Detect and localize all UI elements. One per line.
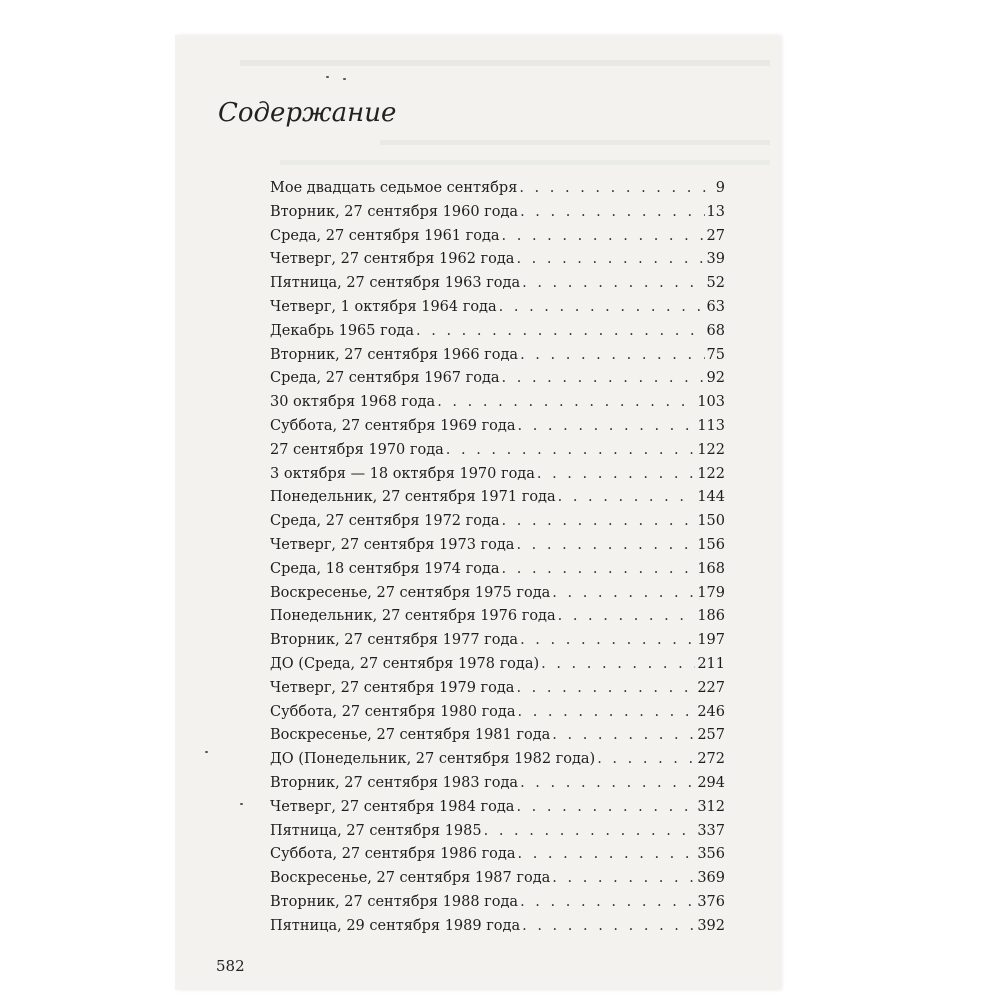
toc-entry-page: 144 — [697, 489, 725, 506]
toc-entry-title: ДО (Понедельник, 27 сентября 1982 года) — [270, 751, 596, 768]
print-speck — [240, 803, 243, 805]
toc-entry-title: Суббота, 27 сентября 1986 года — [270, 846, 516, 863]
dot-leader — [558, 489, 696, 505]
toc-entry-page: 186 — [697, 608, 725, 625]
toc-entry-page: 13 — [706, 203, 725, 220]
dot-leader — [502, 513, 696, 529]
dot-leader — [517, 704, 695, 720]
toc-entry-title: 3 октября — 18 октября 1970 года — [270, 465, 535, 482]
toc-entry — [270, 251, 725, 275]
toc-entry-title: Четверг, 27 сентября 1962 года — [270, 251, 515, 268]
toc-entry-title: Вторник, 27 сентября 1977 года — [270, 632, 519, 649]
toc-entry — [270, 918, 725, 942]
toc-entry — [270, 775, 725, 799]
toc-entry — [270, 394, 725, 418]
toc-entry-title: Вторник, 27 сентября 1988 года — [270, 893, 519, 910]
toc-entry-page: 272 — [697, 751, 725, 768]
dot-leader — [517, 418, 695, 434]
toc-entry — [270, 489, 725, 513]
toc-entry-title: Среда, 27 сентября 1961 года — [270, 227, 500, 244]
toc-entry — [270, 442, 725, 466]
toc-entry — [270, 585, 725, 609]
toc-entry-page: 52 — [706, 275, 725, 292]
toc-entry-title: Пятница, 27 сентября 1963 года — [270, 275, 521, 292]
toc-entry — [270, 466, 725, 490]
dot-leader — [516, 799, 695, 815]
toc-entry-title: Среда, 27 сентября 1972 года — [270, 513, 500, 530]
toc-entry-page: 113 — [697, 417, 725, 434]
toc-entry — [270, 727, 725, 751]
dot-leader — [522, 918, 695, 934]
toc-entry-page: 92 — [706, 370, 725, 387]
dot-leader — [597, 751, 695, 767]
toc-entry-title: 27 сентября 1970 года — [270, 441, 444, 458]
toc-entry — [270, 537, 725, 561]
toc-entry — [270, 608, 725, 632]
toc-entry-page: 75 — [706, 346, 725, 363]
dot-leader — [520, 204, 704, 220]
bleed-through-line — [380, 140, 770, 145]
toc-entry-title: Вторник, 27 сентября 1966 года — [270, 346, 519, 363]
toc-entry-page: 27 — [706, 227, 725, 244]
toc-entry-title: Суббота, 27 сентября 1980 года — [270, 703, 516, 720]
dot-leader — [517, 846, 695, 862]
toc-entry — [270, 513, 725, 537]
dot-leader — [416, 323, 705, 339]
dot-leader — [519, 180, 713, 196]
toc-entry-title: Пятница, 29 сентября 1989 года — [270, 917, 521, 934]
toc-entry — [270, 704, 725, 728]
dot-leader — [446, 442, 696, 458]
toc-entry — [270, 299, 725, 323]
table-of-contents — [270, 180, 725, 942]
toc-entry-page: 39 — [706, 251, 725, 268]
toc-entry — [270, 228, 725, 252]
toc-entry — [270, 751, 725, 775]
toc-entry-page: 246 — [697, 703, 725, 720]
toc-entry — [270, 846, 725, 870]
page-title: Содержание — [218, 98, 397, 128]
toc-entry-title: Пятница, 27 сентября 1985 — [270, 822, 482, 839]
toc-entry-page: 392 — [697, 917, 725, 934]
toc-entry — [270, 275, 725, 299]
toc-entry-page: 68 — [706, 322, 725, 339]
toc-entry-title: Среда, 18 сентября 1974 года — [270, 560, 500, 577]
dot-leader — [537, 466, 695, 482]
toc-entry-page: 63 — [706, 298, 725, 315]
dot-leader — [502, 370, 705, 386]
toc-entry-page: 168 — [697, 560, 725, 577]
toc-entry — [270, 894, 725, 918]
toc-entry-page: 103 — [697, 394, 725, 411]
toc-entry-page: 156 — [697, 536, 725, 553]
dot-leader — [437, 394, 695, 410]
toc-entry — [270, 870, 725, 894]
toc-entry — [270, 680, 725, 704]
dot-leader — [522, 275, 704, 291]
dot-leader — [484, 823, 696, 839]
toc-entry-page: 122 — [697, 465, 725, 482]
print-speck — [326, 76, 329, 78]
toc-entry-title: Декабрь 1965 года — [270, 322, 415, 339]
print-speck — [205, 751, 208, 753]
toc-entry-title: Воскресенье, 27 сентября 1981 года — [270, 727, 551, 744]
toc-entry-title: Понедельник, 27 сентября 1971 года — [270, 489, 556, 506]
toc-entry-title: Воскресенье, 27 сентября 1975 года — [270, 584, 551, 601]
toc-entry-title: Четверг, 1 октября 1964 года — [270, 298, 497, 315]
toc-entry — [270, 180, 725, 204]
toc-entry-page: 294 — [697, 774, 725, 791]
toc-entry — [270, 347, 725, 371]
toc-entry-page: 312 — [697, 798, 725, 815]
bleed-through-line — [280, 160, 770, 165]
toc-entry-title: Вторник, 27 сентября 1983 года — [270, 774, 519, 791]
page-number: 582 — [216, 957, 245, 975]
dot-leader — [520, 632, 695, 648]
dot-leader — [499, 299, 705, 315]
bleed-through-line — [240, 60, 770, 66]
toc-entry-page: 369 — [697, 870, 725, 887]
toc-entry-page: 211 — [697, 655, 725, 672]
toc-entry — [270, 323, 725, 347]
toc-entry-title: Среда, 27 сентября 1967 года — [270, 370, 500, 387]
toc-entry-title: Четверг, 27 сентября 1979 года — [270, 679, 515, 696]
toc-entry — [270, 632, 725, 656]
toc-entry-title: Четверг, 27 сентября 1984 года — [270, 798, 515, 815]
toc-entry-title: Четверг, 27 сентября 1973 года — [270, 536, 515, 553]
toc-entry — [270, 561, 725, 585]
toc-entry-page: 197 — [697, 632, 725, 649]
toc-entry-page: 227 — [697, 679, 725, 696]
dot-leader — [552, 727, 695, 743]
dot-leader — [516, 251, 704, 267]
toc-entry-page: 337 — [697, 822, 725, 839]
toc-entry-title: Понедельник, 27 сентября 1976 года — [270, 608, 556, 625]
dot-leader — [552, 870, 695, 886]
toc-entry-page: 9 — [715, 180, 725, 196]
toc-entry — [270, 656, 725, 680]
toc-entry-page: 356 — [697, 846, 725, 863]
toc-entry-title: Мое двадцать седьмое сентября — [270, 180, 518, 196]
toc-entry-title: Вторник, 27 сентября 1960 года — [270, 203, 519, 220]
toc-entry-page: 376 — [697, 893, 725, 910]
toc-entry-page: 179 — [697, 584, 725, 601]
print-speck — [343, 78, 346, 80]
dot-leader — [502, 561, 696, 577]
toc-entry — [270, 823, 725, 847]
toc-entry — [270, 799, 725, 823]
dot-leader — [541, 656, 695, 672]
toc-entry — [270, 370, 725, 394]
dot-leader — [520, 347, 704, 363]
dot-leader — [516, 537, 695, 553]
toc-entry-title: Воскресенье, 27 сентября 1987 года — [270, 870, 551, 887]
toc-entry-title: 30 октября 1968 года — [270, 394, 436, 411]
toc-entry-title: ДО (Среда, 27 сентября 1978 года) — [270, 655, 540, 672]
dot-leader — [502, 228, 705, 244]
toc-entry-title: Суббота, 27 сентября 1969 года — [270, 417, 516, 434]
dot-leader — [520, 775, 695, 791]
toc-entry-page: 122 — [697, 441, 725, 458]
toc-entry — [270, 418, 725, 442]
dot-leader — [516, 680, 695, 696]
toc-entry — [270, 204, 725, 228]
dot-leader — [520, 894, 695, 910]
dot-leader — [552, 585, 695, 601]
toc-entry-page: 150 — [697, 513, 725, 530]
dot-leader — [558, 608, 696, 624]
toc-entry-page: 257 — [697, 727, 725, 744]
